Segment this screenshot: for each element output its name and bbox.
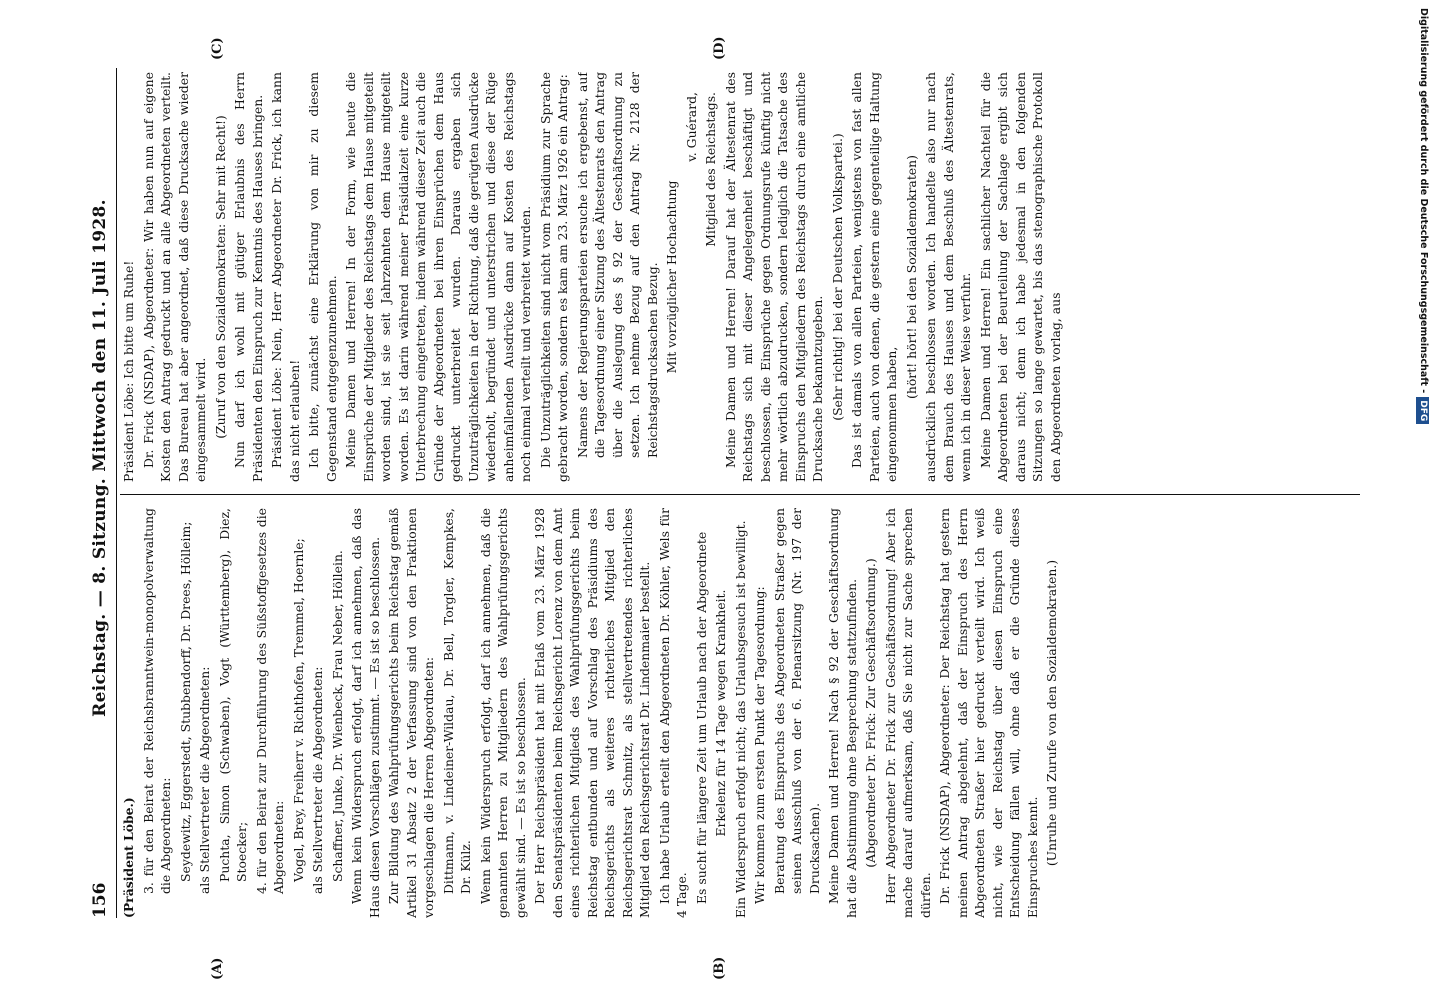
paragraph: Wenn kein Widerspruch erfolgt, darf ich annehmen, daß das Haus diesen Vorschlägen zustimmt. — Es ist so beschlossen. — [349, 508, 382, 918]
paragraph: Ein Widerspruch erfolgt nicht; das Urlaubsgesuch ist bewilligt. — [732, 520, 748, 918]
page-number: 156 — [90, 882, 110, 918]
paragraph: Nun darf ich wohl mit gütiger Erlaubnis des Herrn Präsidenten den Einspruch zur Kenntnis des Hauses bringen. — [232, 72, 265, 482]
paragraph: (Abgeordneter Dr. Frick: Zur Geschäftsordnung.) — [863, 558, 878, 868]
paragraph: Wenn kein Widerspruch erfolgt, darf ich annehmen, daß die genannten Herren zu Mitgliedern des Wahlprüfungsgerichts gewählt sind. — Es ist so beschlossen. — [477, 508, 528, 918]
paragraph: (Unruhe und Zurufe von den Sozialdemokraten.) — [1044, 559, 1059, 867]
paragraph: Dr. Frick (NSDAP), Abgeordneter: Der Reichstag hat gestern meinen Antrag abgelehnt, daß der Einspruch des Herrn Abgeordneten Straßer hier gedruckt verteilt wird. Ich weiß nicht, wie der Reichstag über diesen Einspruch eine Entscheidung fällen will, ohne daß er die Gründe dieses Einspruches kennt. — [937, 508, 1040, 918]
dfg-logo: DFG — [1417, 397, 1430, 424]
margin-mark-b: (B) — [712, 956, 727, 980]
paragraph: Die Unzuträglichkeiten sind nicht vom Präsidium zur Sprache gebracht worden, sondern es kam am 23. März 1926 ein Antrag: — [537, 72, 570, 482]
margin-mark-d: (D) — [712, 36, 727, 60]
left-column — [120, 508, 1300, 918]
paragraph: 3. für den Beirat der Reichsbranntwein-monopolverwaltung die Abgeordneten: — [140, 508, 173, 894]
paragraph: Schaffner, Junke, Dr. Wienbeck, Frau Neber, Höllein. — [329, 550, 345, 882]
paragraph: Ich habe Urlaub erteilt den Abgeordneten Dr. Köhler, Wels für 4 Tage. — [656, 508, 689, 918]
paragraph: als Stellvertreter die Abgeordneten: — [310, 666, 325, 894]
speaker-note: (Präsident Löbe.) — [121, 797, 136, 918]
paragraph: Beratung des Einspruchs des Abgeordneten Straßer gegen seinen Ausschluß von der 6. Plenarsitzung (Nr. 197 der Drucksachen). — [771, 508, 822, 894]
paragraph: Ich bitte, zunächst eine Erklärung von mir zu diesem Gegenstand entgegenzunehmen. — [306, 72, 339, 482]
paragraph: Meine Damen und Herren! Ein sachlicher Nachteil für die Abgeordneten bei der Beurteilung der Sachlage ergibt sich daraus nicht; denn ich habe jedesmal in den folgenden Sitzungen so lange gewartet, bis das stenographische Protokoll den Abgeordneten vorlag, aus — [977, 72, 1063, 482]
paragraph: Es sucht für längere Zeit um Urlaub nach der Abgeordnete — [693, 531, 709, 904]
paragraph: Wir kommen zum ersten Punkt der Tagesordnung: — [752, 586, 767, 904]
paragraph: Präsident Löbe: Ich bitte um Ruhe! — [121, 260, 136, 482]
paragraph: Der Herr Reichspräsident hat mit Erlaß vom 23. März 1928 den Senatspräsidenten beim Reichsgericht Lorenz von dem Amt eines richterlichen Mitglieds des Wahlprüfungsgerichts beim Reichstag entbunden und auf Vorschlag des Präsidiums des Reichsgerichts als weiteres richterliches Mitglied den Reichsgerichtsrat Schmitz, als stellvertretendes richterliches Mitglied den Reichsgerichtsrat Dr. Lindenmaier bestellt. — [532, 508, 652, 918]
paragraph: 4. für den Beirat zur Durchführung des Süßstoffgesetzes die Abgeordneten: — [253, 508, 286, 894]
paragraph: Meine Damen und Herren! In der Form, wie heute die Einsprüche der Mitglieder des Reichstags dem Hause mitgeteilt worden sind, ist sie seit Jahrzehnten dem Hause mitgeteilt worden. Es ist darin während meiner Präsidialzeit eine kurze Unterbrechung eingetreten, indem während dieser Zeit auch die Gründe der Abgeordneten bei ihren Einsprüchen dem Haus gedruckt unterbreitet wurden. Daraus ergaben sich Unzuträglichkeiten in der Richtung, daß die gerügten Ausdrücke wiederholt, begründet und unterstrichen und diese der Rüge anheimfallenden Ausdrücke dann auf Kosten des Reichstags noch einmal verteilt und verbreitet wurden. — [343, 72, 533, 482]
paragraph: (hört! hört! bei den Sozialdemokraten) — [903, 155, 919, 399]
margin-mark-c: (C) — [210, 37, 225, 60]
right-column — [120, 72, 1360, 482]
paragraph: Mitglied des Reichstags. — [703, 92, 718, 247]
running-header — [90, 68, 117, 918]
paragraph: ausdrücklich beschlossen worden. Ich handelte also nur nach dem Brauch des Hauses und dem Beschluß des Ältestenrats, wenn ich in dieser Weise verfuhr. — [923, 72, 973, 482]
dfg-credit-text: Digitalisierung gefördert durch die Deutsche Forschungsgemeinschaft - — [1418, 8, 1429, 394]
paragraph: Namens der Regierungsparteien ersuche ich ergebenst, auf die Tagesordnung einer Sitzung des Ältestenrats den Antrag über die Auslegung des § 92 der Geschäftsordnung zu setzen. Ich nehme Bezug auf den Antrag Nr. 2128 der Reichstagsdrucksachen Bezug. — [574, 72, 660, 458]
paragraph: (Zuruf von den Sozialdemokraten: Sehr mit Recht!) — [212, 115, 228, 439]
column-divider — [120, 494, 1360, 495]
paragraph: Dr. Frick (NSDAP), Abgeordneter: Wir haben nun auf eigene Kosten den Antrag gedruckt und an alle Abgeordneten verteilt. Das Bureau hat aber angeordnet, daß diese Drucksache wieder eingesammelt wird. — [140, 72, 208, 482]
paragraph: Vogel, Brey, Freiherr v. Richthofen, Tremmel, Hoernle; — [290, 538, 306, 882]
paragraph: Mit vorzüglicher Hochachtung — [664, 180, 679, 374]
paragraph: Herr Abgeordneter Dr. Frick zur Geschäftsordnung! Aber ich mache darauf aufmerksam, daß Sie nicht zur Sache sprechen dürfen. — [882, 508, 933, 918]
paragraph: als Stellvertreter die Abgeordneten: — [197, 666, 212, 894]
paragraph: Meine Damen und Herren! Darauf hat der Ältestenrat des Reichstags sich mit dieser Angelegenheit beschäftigt und beschlossen, die Einsprüche gegen Ordnungsrufe künftig nicht mehr wörtlich abzudrucken, sondern lediglich die Tatsache des Einspruchs den Mitgliedern des Reichstags durch eine amtliche Drucksache bekanntzugeben. — [722, 72, 825, 482]
paragraph: Erkelenz für 14 Tage wegen Krankheit. — [713, 589, 728, 837]
paragraph: Präsident Löbe: Nein, Herr Abgeordneter Dr. Frick, ich kann das nicht erlauben! — [269, 72, 302, 482]
paragraph: Meine Damen und Herren! Nach § 92 der Geschäftsordnung hat die Abstimmung ohne Besprechung stattzufinden. — [826, 508, 859, 918]
paragraph: v. Guérard, — [683, 92, 699, 162]
running-title: Reichstag. — 8. Sitzung. Mittwoch den 11. Juli 1928. — [90, 199, 110, 717]
paragraph: Zur Bildung des Wahlprüfungsgerichts beim Reichstag gemäß Artikel 31 Absatz 2 der Verfassung sind von den Fraktionen vorgeschlagen die Herren Abgeordneten: — [386, 508, 436, 918]
paragraph: Seydewitz, Eggerstedt, Stubbendorff, Dr. Drees, Hölleim; — [177, 521, 193, 882]
paragraph: Das ist damals von allen Parteien, wenigstens von fast allen Parteien, auch von denen, die gestern eine gegenteilige Haltung eingenommen haben, — [849, 72, 899, 482]
dfg-credit-strip — [1414, 8, 1432, 998]
paragraph: (Sehr richtig! bei der Deutschen Volkspartei.) — [829, 133, 845, 421]
paragraph: Puchta, Simon (Schwaben), Vogt (Württemberg), Diez, Stoecker; — [216, 508, 249, 882]
paragraph: Dittmann, v. Lindeiner-Wildau, Dr. Bell, Torgler, Kempkes, Dr. Külz. — [440, 508, 473, 894]
margin-mark-a: (A) — [210, 957, 225, 980]
